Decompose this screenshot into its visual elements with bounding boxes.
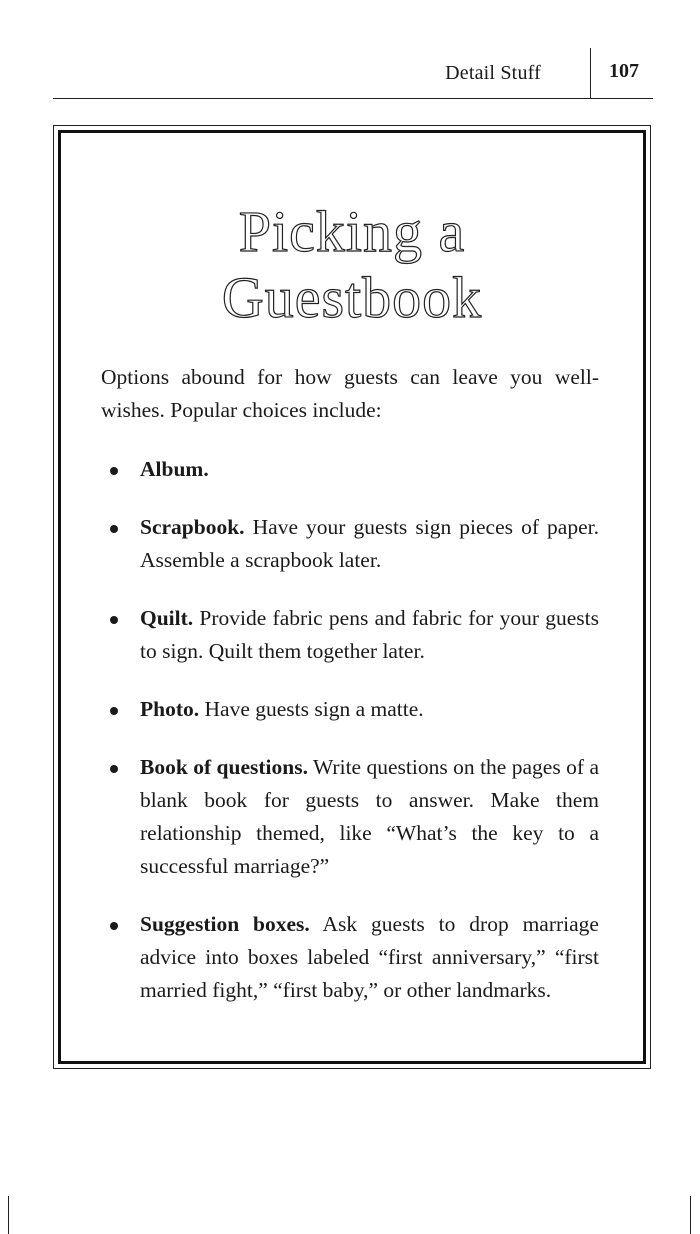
item-text: Write questions on the pages of a blank book for guests to answer. Make them relationship themed, like “What’s the key to a successful marriage?” bbox=[140, 755, 599, 878]
page-number: 107 bbox=[609, 60, 639, 82]
sidebar-intro: Options abound for how guests can leave you well-wishes. Popular choices include: bbox=[101, 365, 599, 422]
bullet-icon bbox=[110, 765, 118, 773]
sidebar-box bbox=[53, 125, 651, 1069]
item-text: Ask guests to drop marriage advice into boxes labeled “first anniversary,” “first married fight,” “first baby,” or other landmarks. bbox=[140, 912, 599, 1002]
item-text: Provide fabric pens and fabric for your guests to sign. Quilt them together later. bbox=[140, 606, 599, 663]
bullet-icon bbox=[110, 616, 118, 624]
crop-mark-left bbox=[8, 1196, 9, 1234]
crop-mark-right bbox=[690, 1196, 691, 1234]
guestbook-options-list bbox=[101, 453, 599, 1032]
sidebar-title bbox=[61, 199, 643, 331]
item-term: Suggestion boxes. bbox=[140, 912, 310, 936]
item-term: Album. bbox=[140, 457, 209, 481]
bullet-icon bbox=[110, 525, 118, 533]
bullet-icon bbox=[110, 922, 118, 930]
list-item bbox=[101, 751, 599, 883]
sidebar-title-line1: Picking a bbox=[238, 199, 466, 264]
item-term: Book of questions. bbox=[140, 755, 308, 779]
list-item bbox=[101, 693, 599, 726]
item-term: Photo. bbox=[140, 697, 200, 721]
bullet-icon bbox=[110, 467, 118, 475]
sidebar-inner-frame bbox=[58, 130, 646, 1064]
item-text: Have guests sign a matte. bbox=[199, 697, 424, 721]
sidebar-title-line2: Guestbook bbox=[221, 265, 483, 330]
list-item bbox=[101, 908, 599, 1007]
list-item bbox=[101, 602, 599, 668]
list-item bbox=[101, 453, 599, 486]
bullet-icon bbox=[110, 707, 118, 715]
item-text: Have your guests sign pieces of paper. Assemble a scrapbook later. bbox=[140, 515, 599, 572]
item-term: Scrapbook. bbox=[140, 515, 245, 539]
item-term: Quilt. bbox=[140, 606, 194, 630]
section-title: Detail Stuff bbox=[445, 62, 541, 84]
header-divider bbox=[590, 48, 591, 98]
running-header bbox=[53, 48, 653, 99]
list-item bbox=[101, 511, 599, 577]
